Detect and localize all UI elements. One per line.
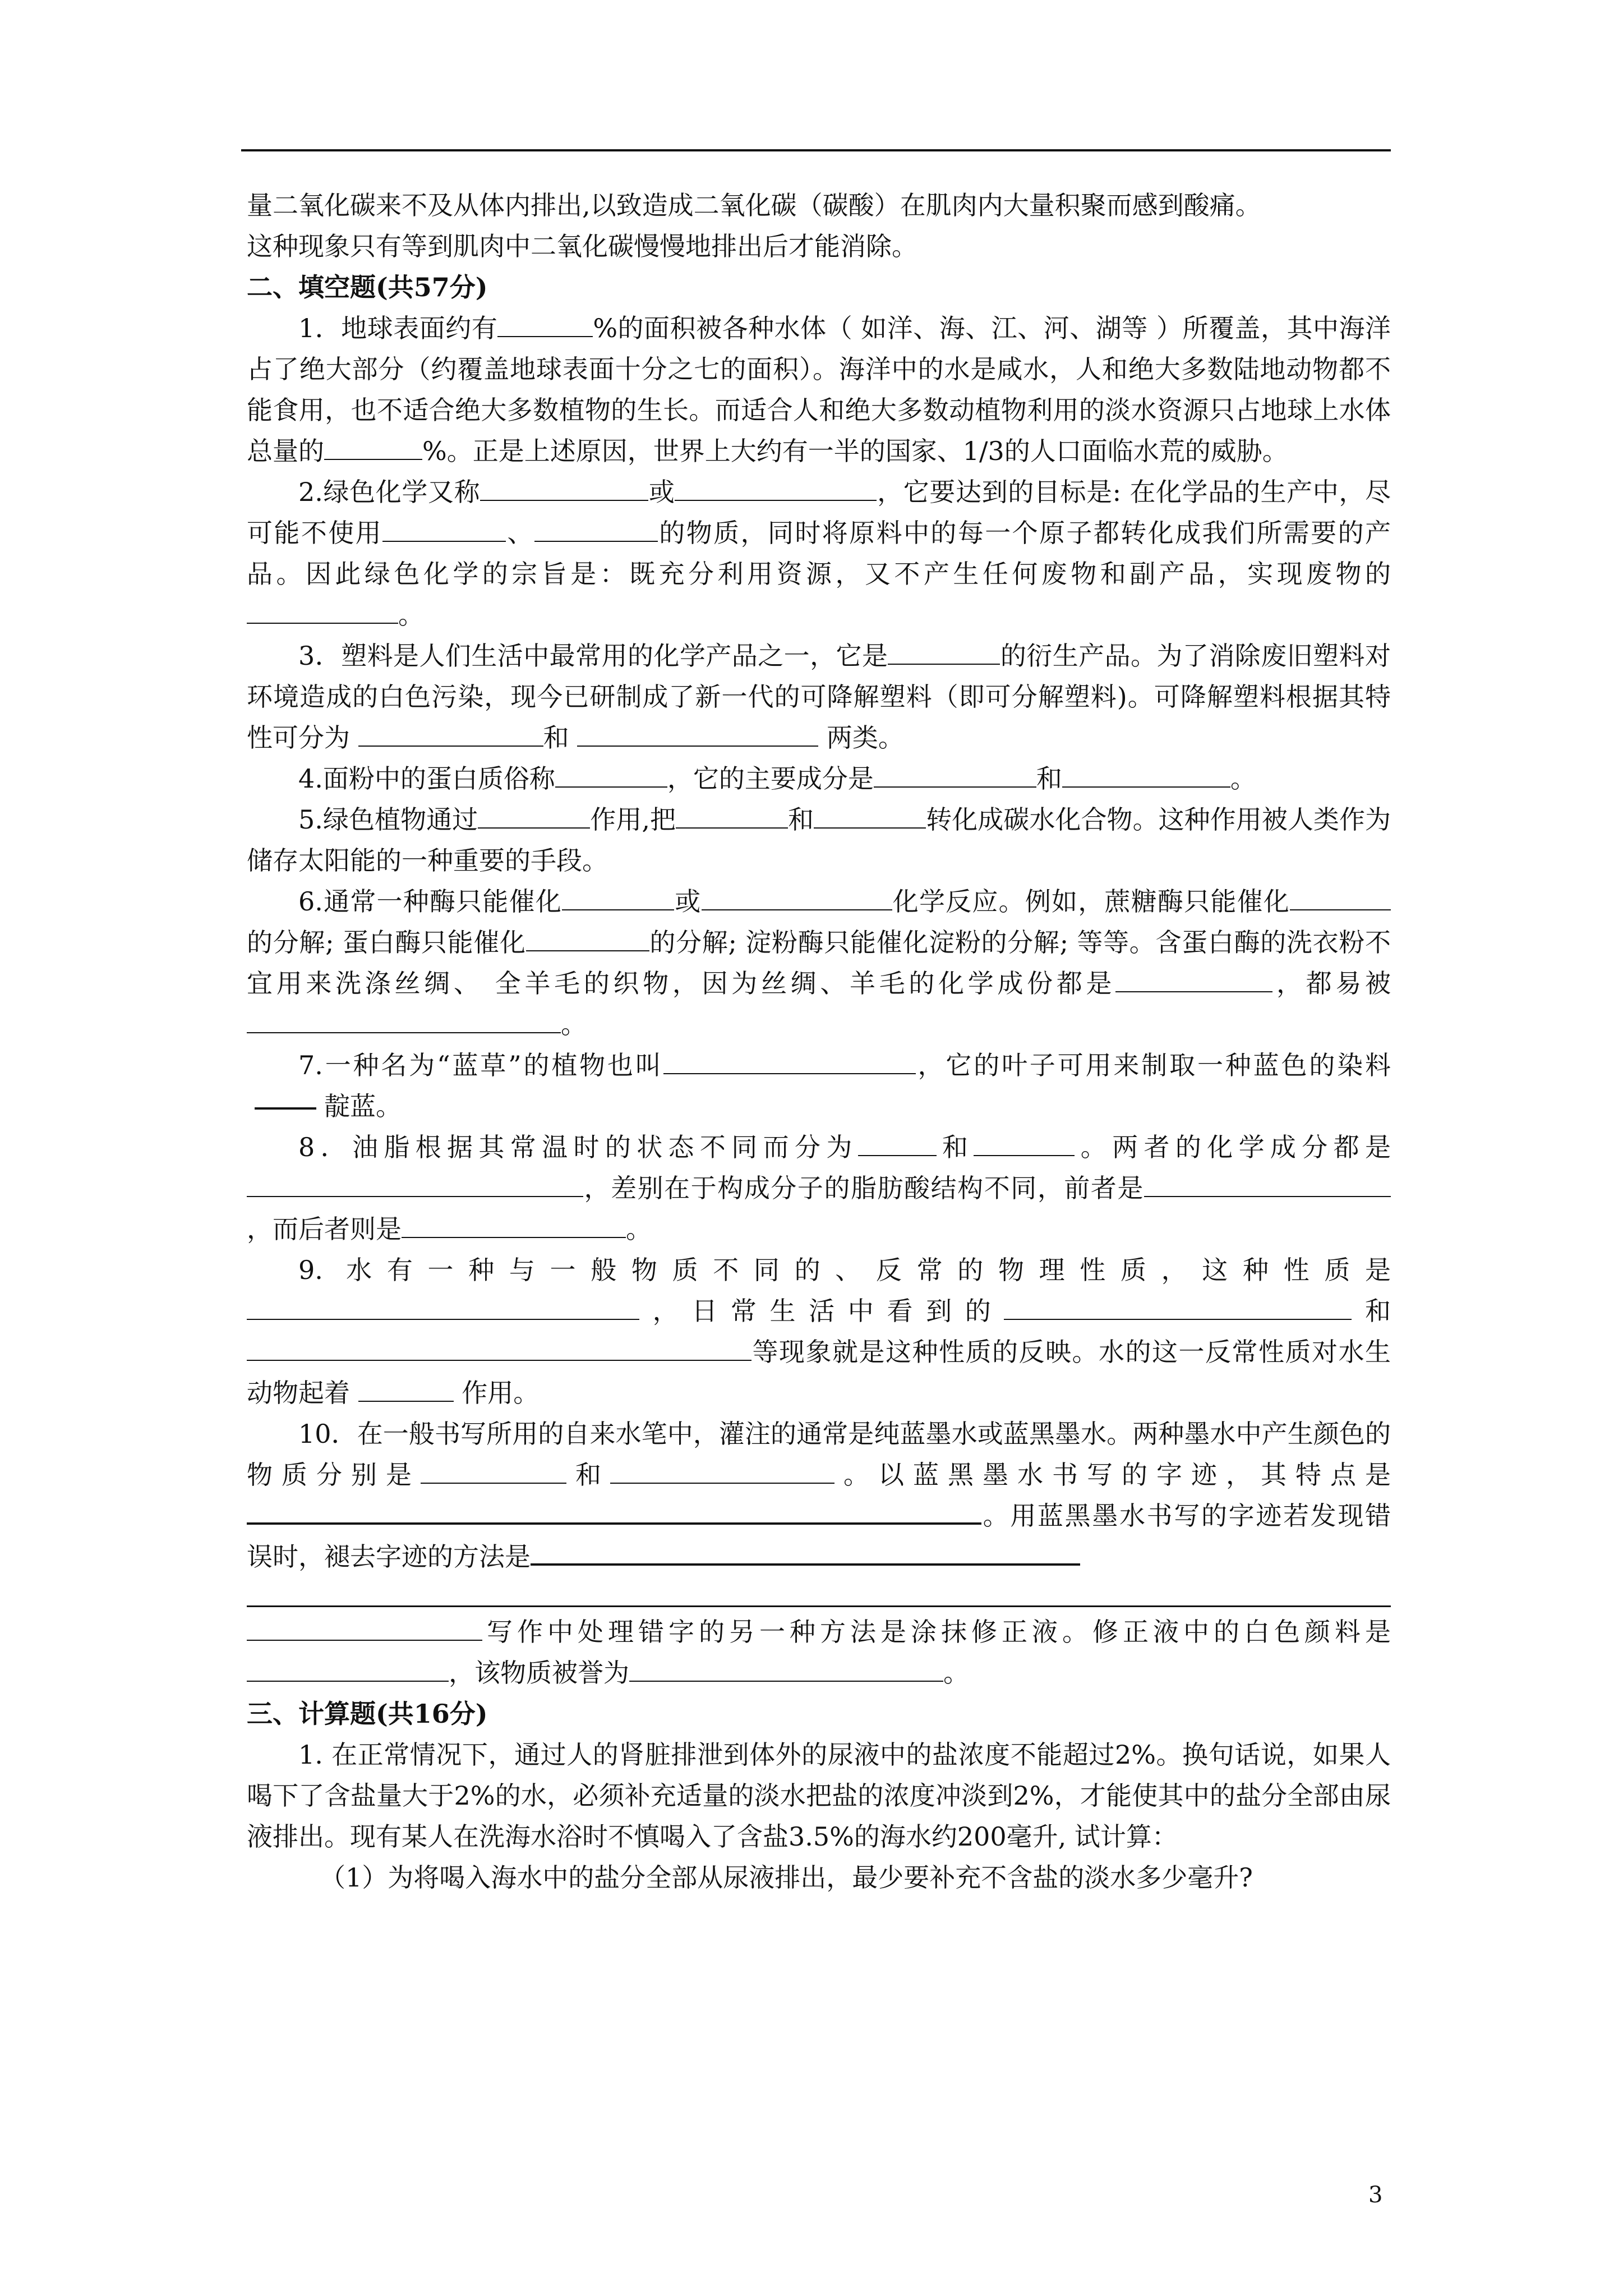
full-width-answer-line[interactable] bbox=[247, 1577, 1391, 1607]
calc-question-1: 1. 在正常情况下，通过人的肾脏排泄到体外的尿液中的盐浓度不能超过2%。换句话说，如果人喝下了含盐量大于2%的水，必须补充适量的淡水把盐的浓度冲淡到2%，才能使其中的盐分全部由尿液排出。现有某人在洗海水浴时不慎喝入了含盐3.5%的海水约200毫升, 试计算： bbox=[247, 1740, 1391, 1852]
question-8: 8．油脂根据其常温时的状态不同而分为 和 。两者的化学成分都是，差别在于构成分子的脂肪酸结构不同，前者是，而后者则是 。 bbox=[247, 1132, 1391, 1244]
question-1: 1．地球表面约有 %的面积被各种水体（ 如洋、海、江、河、湖等 ）所覆盖，其中海洋占了绝大部分（约覆盖地球表面十分之七的面积）。海洋中的水是咸水，人和绝大多数陆地动物都不能食用，也不适合绝大多数植物的生长。而适合人和绝大多数动植物利用的淡水资源只占地球上水体总量的 %。正是上述原因，世界上大约有一半的国家、1/3的人口面临水荒的威胁。 bbox=[247, 313, 1391, 466]
answer-blank[interactable] bbox=[421, 1460, 566, 1484]
answer-blank[interactable] bbox=[358, 1378, 454, 1402]
page-content bbox=[247, 185, 1391, 1898]
answer-blank[interactable] bbox=[663, 1051, 916, 1074]
question-2: 2.绿色化学又称 或 ，它要达到的目标是: 在化学品的生产中，尽可能不使用 、 的物质，同时将原料中的每一个原子都转化成我们所需要的产品。因此绿色化学的宗旨是：既充分利用资源，又不产生任何废物和副产品，实现废物的。 bbox=[247, 477, 1391, 630]
answer-blank[interactable] bbox=[480, 477, 648, 501]
page-number: 3 bbox=[1368, 2182, 1383, 2208]
answer-blank[interactable] bbox=[324, 436, 422, 460]
answer-blank[interactable] bbox=[247, 600, 398, 624]
answer-blank[interactable] bbox=[1144, 1174, 1391, 1197]
answer-blank[interactable] bbox=[497, 314, 593, 337]
answer-blank[interactable] bbox=[555, 764, 667, 788]
answer-blank[interactable] bbox=[675, 477, 877, 501]
question-10-continued: 写作中处理错字的另一种方法是涂抹修正液。修正液中的白色颜料是，该物质被誉为 。 bbox=[247, 1612, 1391, 1694]
answer-blank[interactable] bbox=[974, 1133, 1075, 1156]
question-6: 6.通常一种酶只能催化 或 化学反应。例如，蔗糖酶只能催化的分解; 蛋白酶只能催化 的分解; 淀粉酶只能催化淀粉的分解; 等等。含蛋白酶的洗衣粉不宜用来洗涤丝绸、 全羊毛的织物，因为丝绸、羊毛的化学成份都是 ，都易被。 bbox=[247, 886, 1391, 1039]
answer-blank[interactable] bbox=[247, 1174, 583, 1197]
answer-blank[interactable] bbox=[874, 764, 1036, 788]
question-5: 5.绿色植物通过 作用,把 和 转化成碳水化合物。这种作用被人类作为储存太阳能的一种重要的手段。 bbox=[247, 804, 1391, 876]
answer-blank[interactable] bbox=[534, 518, 658, 542]
answer-blank[interactable] bbox=[858, 1133, 937, 1156]
answer-blank[interactable] bbox=[247, 1337, 751, 1361]
answer-blank[interactable] bbox=[1004, 1296, 1352, 1320]
question-4: 4.面粉中的蛋白质俗称 ，它的主要成分是 和 。 bbox=[298, 763, 1256, 794]
answer-blank[interactable] bbox=[629, 1658, 943, 1682]
answer-blank[interactable] bbox=[562, 887, 674, 910]
answer-blank[interactable] bbox=[814, 805, 926, 829]
section-heading-calculation: 三、计算题(共16分) bbox=[247, 1699, 488, 1729]
question-7: 7.一种名为“蓝草”的植物也叫 ，它的叶子可用来制取一种蓝色的染料靛蓝。 bbox=[247, 1045, 1391, 1127]
calc-question-1-part-1: （1）为将喝入海水中的盐分全部从尿液排出，最少要补充不含盐的淡水多少毫升? bbox=[320, 1862, 1253, 1893]
answer-blank[interactable] bbox=[247, 1617, 482, 1641]
answer-blank[interactable] bbox=[1115, 969, 1272, 992]
answer-blank[interactable] bbox=[526, 928, 649, 951]
answer-blank[interactable] bbox=[382, 518, 506, 542]
answer-blank[interactable] bbox=[888, 641, 1000, 665]
section-heading-fill-in: 二、填空题(共57分) bbox=[247, 272, 488, 302]
continuation-text: 量二氧化碳来不及从体内排出,以致造成二氧化碳（碳酸）在肌肉内大量积聚而感到酸痛。 这种现象只有等到肌肉中二氧化碳慢慢地排出后才能消除。 bbox=[247, 190, 1261, 261]
answer-blank[interactable] bbox=[247, 1010, 561, 1033]
answer-blank[interactable] bbox=[402, 1214, 626, 1238]
answer-blank[interactable] bbox=[358, 723, 543, 747]
question-3: 3．塑料是人们生活中最常用的化学产品之一，它是 的衍生产品。为了消除废旧塑料对环境造成的白色污染，现今已研制成了新一代的可降解塑料（即可分解塑料)。可降解塑料根据其特性可分为 和 两类。 bbox=[247, 641, 1391, 753]
answer-blank[interactable] bbox=[610, 1460, 834, 1484]
answer-blank[interactable] bbox=[577, 723, 818, 747]
answer-blank[interactable] bbox=[247, 1296, 639, 1320]
header-rule bbox=[241, 149, 1391, 151]
answer-blank[interactable] bbox=[676, 805, 788, 829]
answer-blank[interactable] bbox=[1290, 887, 1391, 910]
answer-blank[interactable] bbox=[1062, 764, 1230, 788]
question-9: 9. 水有一种与一般物质不同的、反常的物理性质，这种性质是，日常生活中看到的 和等现象就是这种性质的反映。水的这一反常性质对水生动物起着 作用。 bbox=[247, 1255, 1391, 1408]
dash-mark bbox=[255, 1107, 316, 1110]
question-10: 10．在一般书写所用的自来水笔中，灌注的通常是纯蓝墨水或蓝黑墨水。两种墨水中产生颜色的物质分别是 和 。以蓝黑墨水书写的字迹，其特点是。用蓝黑墨水书写的字迹若发现错误时，褪去字迹的方法是 bbox=[247, 1419, 1391, 1572]
answer-blank[interactable] bbox=[247, 1658, 449, 1682]
answer-blank[interactable] bbox=[531, 1541, 1080, 1566]
answer-blank[interactable] bbox=[247, 1500, 981, 1525]
answer-blank[interactable] bbox=[702, 887, 892, 910]
answer-blank[interactable] bbox=[478, 805, 590, 829]
